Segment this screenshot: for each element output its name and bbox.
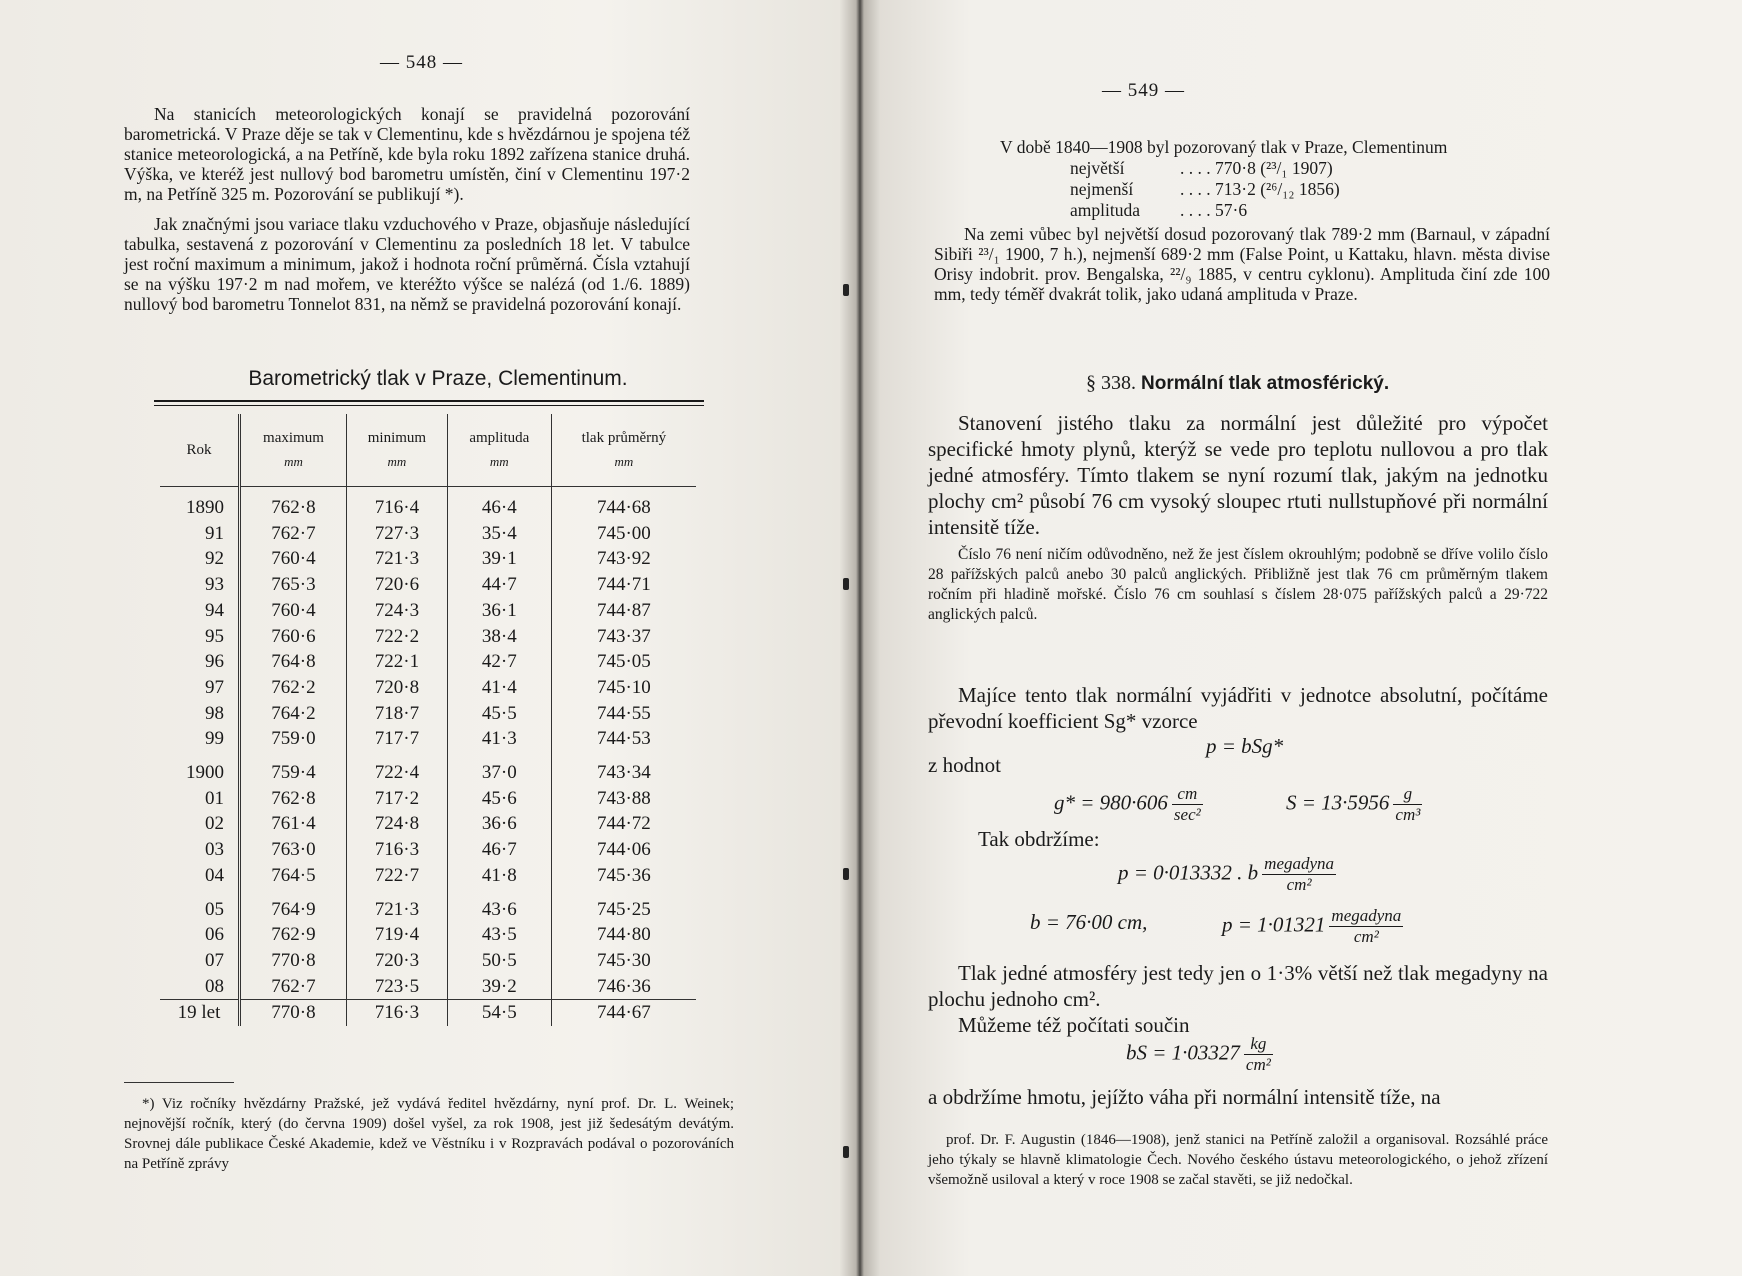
cell-year: 97 bbox=[205, 676, 224, 698]
cell-min: 724·8 bbox=[346, 811, 447, 837]
binding-stitch bbox=[843, 1146, 849, 1158]
cell-max: 761·4 bbox=[240, 811, 347, 837]
cell-max: 765·3 bbox=[240, 572, 347, 598]
cell-amp: 41·3 bbox=[447, 726, 551, 752]
cell-min: 720·6 bbox=[346, 572, 447, 598]
cell-mean: 745·36 bbox=[551, 863, 696, 889]
header-amplitude: amplituda mm bbox=[447, 414, 551, 487]
cell-year: 91 bbox=[205, 522, 224, 544]
formula-g-star: g* = 980·606 $\frac{cm}{\text{sec²}}$ bbox=[1054, 784, 1201, 824]
cell-max: 762·8 bbox=[240, 786, 347, 812]
table-row bbox=[160, 786, 696, 812]
cell-max: 764·2 bbox=[240, 701, 347, 727]
cell-mean: 746·36 bbox=[551, 974, 696, 1000]
world-extremes-paragraph: Na zemi vůbec byl největší dosud pozorovaný tlak 789·2 mm (Barnaul, v západní Sibiři ²³/₁ 1900, 7 h.), nejmenší 689·2 mm (False Point, u Kattaku, hlavn. města divise Orisy indobrit. prov. Bengalska, ²²/₉ 1885, v centru cyklonu). Amplituda činí zde 100 mm, tedy téměř dvakrát tolik, jako udaná amplituda v Praze. bbox=[934, 224, 1550, 304]
right-page bbox=[866, 0, 1742, 1276]
table-top-rule bbox=[154, 400, 704, 402]
page-number-549: — 549 — bbox=[1102, 80, 1185, 101]
cell-year: 01 bbox=[205, 787, 224, 809]
table-row bbox=[160, 948, 696, 974]
cell-year: 06 bbox=[205, 924, 224, 946]
cell-mean: 744·87 bbox=[551, 598, 696, 624]
summary-row bbox=[160, 1000, 696, 1026]
cell-year: 96 bbox=[205, 651, 224, 673]
table-row bbox=[160, 521, 696, 547]
cell-max: 762·7 bbox=[240, 521, 347, 547]
cell-amp: 38·4 bbox=[447, 624, 551, 650]
cell-amp: 43·5 bbox=[447, 922, 551, 948]
table-row bbox=[160, 675, 696, 701]
cell-mean: 743·88 bbox=[551, 786, 696, 812]
table-title: Barometrický tlak v Praze, Clementinum. bbox=[248, 367, 628, 390]
binding-stitch bbox=[843, 868, 849, 880]
cell-mean: 743·37 bbox=[551, 624, 696, 650]
table-row bbox=[160, 487, 696, 521]
cell-min: 718·7 bbox=[346, 701, 447, 727]
cell-amp: 37·0 bbox=[447, 752, 551, 786]
z-hodnot-label: z hodnot bbox=[928, 753, 1001, 777]
cell-max: 764·9 bbox=[240, 889, 347, 923]
tak-obdrzime-label: Tak obdržíme: bbox=[978, 827, 1100, 851]
cell-amp: 46·4 bbox=[447, 487, 551, 521]
formula-s: S = 13·5956 $\frac{g}{\text{cm³}}$ bbox=[1286, 784, 1421, 824]
cell-amp: 43·6 bbox=[447, 889, 551, 923]
table-row bbox=[160, 863, 696, 889]
table-intro-paragraph: Jak značnými jsou variace tlaku vzduchového v Praze, objasňuje následující tabulka, sestavená z pozorování v Clementinu za posledních 18 let. V tabulce jest roční maximum a minimum, jakož i hodnota roční průměrná. Čísla vztahují se na výšku 197·2 m nad mořem, ve kteréžto výšce se nalézá (od 1./6. 1889) nullový bod barometru Tonnelot 831, na němž se pravidelná pozorování konají. bbox=[124, 214, 690, 314]
summary-year: 19 let bbox=[160, 1000, 240, 1026]
cell-max: 760·6 bbox=[240, 624, 347, 650]
cell-mean: 744·68 bbox=[551, 487, 696, 521]
cell-mean: 744·72 bbox=[551, 811, 696, 837]
cell-max: 770·8 bbox=[240, 948, 347, 974]
cell-max: 762·8 bbox=[240, 487, 347, 521]
cell-min: 723·5 bbox=[346, 974, 447, 1000]
cell-min: 722·4 bbox=[346, 752, 447, 786]
cell-mean: 743·34 bbox=[551, 752, 696, 786]
footnote-left: *) Viz ročníky hvězdárny Pražské, jež vydává ředitel hvězdárny, nyní prof. Dr. L. Weinek; nejnovější ročník, který (do června 1909) došel vyšel, za rok 1908, jest již šedesátým devátým. Srovnej dále publikace České Akademie, kdež ve Věstníku i v Rozpravách podával o pozorováních na Petříně zprávy bbox=[124, 1096, 734, 1172]
binding-stitch bbox=[843, 284, 849, 296]
header-mean-pressure: tlak průměrný mm bbox=[551, 414, 696, 487]
cell-min: 721·3 bbox=[346, 546, 447, 572]
header-maximum: maximum mm bbox=[240, 414, 347, 487]
cell-amp: 39·2 bbox=[447, 974, 551, 1000]
cell-max: 759·4 bbox=[240, 752, 347, 786]
cell-min: 727·3 bbox=[346, 521, 447, 547]
table-row bbox=[160, 922, 696, 948]
cell-max: 763·0 bbox=[240, 837, 347, 863]
cell-amp: 35·4 bbox=[447, 521, 551, 547]
table-row bbox=[160, 811, 696, 837]
section-heading bbox=[1086, 372, 1466, 395]
cell-mean: 745·05 bbox=[551, 649, 696, 675]
cell-mean: 745·00 bbox=[551, 521, 696, 547]
cell-min: 724·3 bbox=[346, 598, 447, 624]
cell-min: 721·3 bbox=[346, 889, 447, 923]
left-page bbox=[0, 0, 858, 1276]
cell-min: 722·1 bbox=[346, 649, 447, 675]
cell-year: 1900 bbox=[186, 762, 224, 784]
number-76-paragraph: Číslo 76 není ničím odůvodněno, než že jest číslem okrouhlým; podobně se dříve volilo číslo 28 pařížských palců anebo 30 palců anglických. Přibližně jest tlak 76 cm průměrným tlakem ročním při hladině mořské. Číslo 76 cm souhlasí s číslem 28·075 pařížských palců a 29·722 anglických palců. bbox=[928, 546, 1548, 623]
conversion-paragraph: Majíce tento tlak normální vyjádřiti v jednotce absolutní, počítáme převodní koefficient Sg* vzorce bbox=[928, 683, 1548, 733]
cell-mean: 745·10 bbox=[551, 675, 696, 701]
cell-amp: 45·6 bbox=[447, 786, 551, 812]
cell-amp: 41·4 bbox=[447, 675, 551, 701]
formula-p-bsg: p = bSg* bbox=[1206, 734, 1284, 758]
cell-amp: 39·1 bbox=[447, 546, 551, 572]
cell-max: 760·4 bbox=[240, 598, 347, 624]
cell-min: 716·4 bbox=[346, 487, 447, 521]
table-header-row bbox=[160, 414, 696, 487]
table-row bbox=[160, 837, 696, 863]
cell-amp: 44·7 bbox=[447, 572, 551, 598]
header-minimum: minimum mm bbox=[346, 414, 447, 487]
cell-mean: 744·55 bbox=[551, 701, 696, 727]
table-row bbox=[160, 546, 696, 572]
cell-year: 93 bbox=[205, 574, 224, 596]
cell-mean: 744·80 bbox=[551, 922, 696, 948]
table-row bbox=[160, 598, 696, 624]
page-number-548: — 548 — bbox=[380, 52, 463, 73]
cell-min: 722·2 bbox=[346, 624, 447, 650]
cell-year: 02 bbox=[205, 813, 224, 835]
extreme-amplitude: amplituda . . . . 57·6 bbox=[1070, 200, 1248, 220]
normal-pressure-paragraph: Stanovení jistého tlaku za normální jest důležité pro výpočet specifické hmoty plynů, kterýž se vede pro teplotu nullovou a pro tlak jedné atmosféry. Tímto tlakem se nyní rozumí tlak, jakým na jednotku plochy cm² působí 76 cm vysoký sloupec rtuti nullstupňové při normální intensitě tíže. bbox=[928, 411, 1548, 539]
cell-year: 07 bbox=[205, 949, 224, 971]
table-row bbox=[160, 701, 696, 727]
cell-mean: 745·25 bbox=[551, 889, 696, 923]
section-number: § 338. bbox=[1086, 372, 1136, 394]
extreme-max: největší . . . . 770·8 (²³/₁ 1907) bbox=[1070, 158, 1333, 178]
formula-p-megadyna: p = 0·013332 . b $\frac{\text{megadyna}}{\text{cm²}}$ bbox=[1118, 854, 1335, 894]
cell-year: 99 bbox=[205, 728, 224, 750]
cell-min: 720·8 bbox=[346, 675, 447, 701]
cell-mean: 745·30 bbox=[551, 948, 696, 974]
cell-year: 08 bbox=[205, 975, 224, 997]
cell-amp: 50·5 bbox=[447, 948, 551, 974]
formula-p-101321: p = 1·01321 $\frac{\text{megadyna}}{\text{cm²}}$ bbox=[1222, 906, 1402, 946]
cell-min: 719·4 bbox=[346, 922, 447, 948]
table-row bbox=[160, 889, 696, 923]
cell-max: 762·7 bbox=[240, 974, 347, 1000]
cell-max: 762·9 bbox=[240, 922, 347, 948]
cell-year: 94 bbox=[205, 599, 224, 621]
header-year: Rok bbox=[160, 414, 240, 487]
cell-year: 03 bbox=[205, 839, 224, 861]
barometric-table bbox=[160, 414, 696, 1026]
cell-min: 717·7 bbox=[346, 726, 447, 752]
intro-paragraph: Na stanicích meteorologických konají se pravidelná pozorování barometrická. V Praze děje se tak v Clementinu, kde s hvězdárnou je spojena též stanice meteorologická, a na Petříně, kde byla roku 1892 zařízena stanice druhá. Výška, ve kteréž jest nullový bod barometru umístěn, činí v Clementinu 197·2 m, na Petříně 325 m. Pozorování se publikují *). bbox=[124, 104, 690, 204]
summary-max: 770·8 bbox=[240, 1000, 347, 1026]
extreme-min: nejmenší . . . . 713·2 (²⁶/₁₂ 1856) bbox=[1070, 179, 1340, 199]
cell-max: 759·0 bbox=[240, 726, 347, 752]
section-title: Normální tlak atmosférický. bbox=[1141, 373, 1390, 394]
cell-max: 764·5 bbox=[240, 863, 347, 889]
atmosphere-paragraph: Tlak jedné atmosféry jest tedy jen o 1·3% větší než tlak megadyny na plochu jednoho cm². bbox=[928, 961, 1548, 1011]
cell-year: 92 bbox=[205, 548, 224, 570]
cell-min: 722·7 bbox=[346, 863, 447, 889]
cell-year: 95 bbox=[205, 625, 224, 647]
cell-amp: 36·6 bbox=[447, 811, 551, 837]
cell-max: 760·4 bbox=[240, 546, 347, 572]
cell-mean: 744·53 bbox=[551, 726, 696, 752]
cell-mean: 744·71 bbox=[551, 572, 696, 598]
cell-min: 717·2 bbox=[346, 786, 447, 812]
binding-stitch bbox=[843, 578, 849, 590]
cell-year: 05 bbox=[205, 898, 224, 920]
summary-amp: 54·5 bbox=[447, 1000, 551, 1026]
cell-year: 1890 bbox=[186, 497, 224, 518]
mass-paragraph: a obdržíme hmotu, jejížto váha při normální intensitě tíže, na bbox=[928, 1085, 1441, 1109]
cell-min: 716·3 bbox=[346, 837, 447, 863]
cell-amp: 36·1 bbox=[447, 598, 551, 624]
book-gutter bbox=[840, 0, 880, 1276]
cell-min: 720·3 bbox=[346, 948, 447, 974]
table-row bbox=[160, 624, 696, 650]
table-row bbox=[160, 649, 696, 675]
cell-mean: 744·06 bbox=[551, 837, 696, 863]
footnote-rule bbox=[124, 1082, 234, 1083]
cell-max: 762·2 bbox=[240, 675, 347, 701]
footnote-right: prof. Dr. F. Augustin (1846—1908), jenž stanici na Petříně založil a organisoval. Rozsáhlé práce jeho týkaly se hlavně klimatologie Čech. Nového českého ústavu meteorologického, o jehož zřízení všemožně usiloval a který v roce 1908 se začal stavěti, se již nedočkal. bbox=[928, 1132, 1548, 1188]
cell-amp: 41·8 bbox=[447, 863, 551, 889]
table-row bbox=[160, 572, 696, 598]
table-top-rule-thin bbox=[154, 405, 704, 406]
formula-bs: bS = 1·03327 $\frac{kg}{\text{cm²}}$ bbox=[1126, 1034, 1271, 1074]
summary-min: 716·3 bbox=[346, 1000, 447, 1026]
summary-mean: 744·67 bbox=[551, 1000, 696, 1026]
cell-amp: 45·5 bbox=[447, 701, 551, 727]
table-row bbox=[160, 752, 696, 786]
cell-year: 04 bbox=[205, 864, 224, 886]
cell-amp: 42·7 bbox=[447, 649, 551, 675]
cell-mean: 743·92 bbox=[551, 546, 696, 572]
product-paragraph: Můžeme též počítati součin bbox=[958, 1013, 1190, 1037]
cell-amp: 46·7 bbox=[447, 837, 551, 863]
table-row bbox=[160, 974, 696, 1000]
formula-b-76: b = 76·00 cm, bbox=[1030, 910, 1148, 934]
cell-year: 98 bbox=[205, 702, 224, 724]
period-line: V době 1840—1908 byl pozorovaný tlak v Praze, Clementinum bbox=[1000, 137, 1448, 157]
cell-max: 764·8 bbox=[240, 649, 347, 675]
table-row bbox=[160, 726, 696, 752]
